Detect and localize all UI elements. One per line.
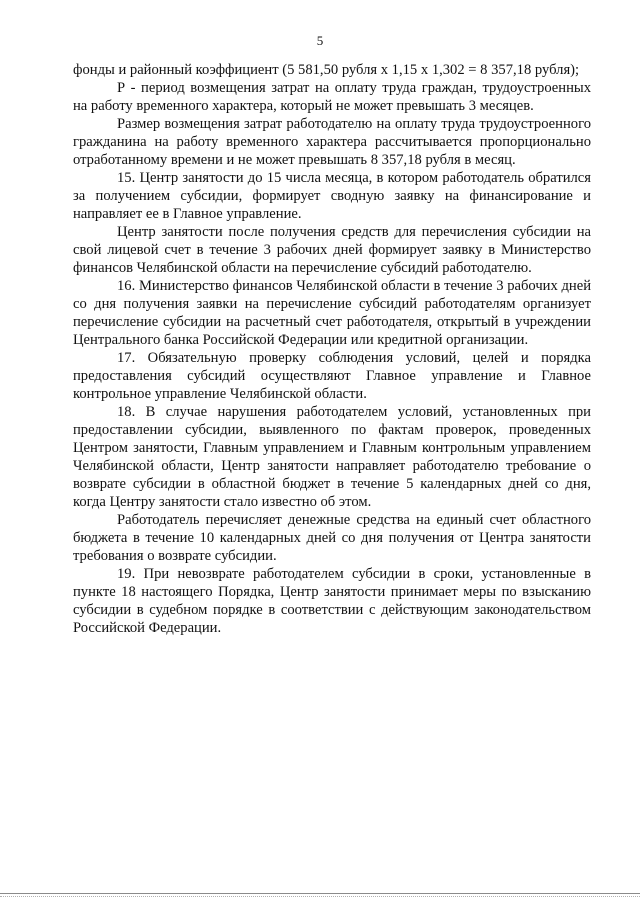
paragraph-employer-refund: Работодатель перечисляет денежные средства на единый счет областного бюджета в течение 10 календарных дней со дня получения от Центра занятости требования о возврате субсидии. bbox=[73, 512, 591, 564]
paragraph-employment-center-request: Центр занятости после получения средств для перечисления субсидии на свой лицевой счет в течение 3 рабочих дней формирует заявку в Министерство финансов Челябинской области на перечисление субсидий работодателю. bbox=[73, 224, 591, 276]
paragraph-continuation: фонды и районный коэффициент (5 581,50 рубля х 1,15 х 1,302 = 8 357,18 рубля); bbox=[73, 62, 580, 78]
paragraph-item-18: 18. В случае нарушения работодателем условий, установленных при предоставлении субсидии, выявленного по фактам проверок, проведенных Центром занятости, Главным управлением и Главным контрольным управлением Челябинской области, Центр занятости направляет работодателю требование о возврате субсидии в областной бюджет в течение 5 календарных дней со дня, когда Центру занятости стало известно об этом. bbox=[73, 404, 591, 510]
footer-dotted-line bbox=[0, 896, 640, 898]
paragraph-item-15: 15. Центр занятости до 15 числа месяца, в котором работодатель обратился за получением субсидии, формирует сводную заявку на финансирование и направляет ее в Главное управление. bbox=[73, 170, 591, 222]
footer-divider bbox=[0, 893, 640, 894]
document-body bbox=[73, 61, 591, 637]
paragraph-item-19: 19. При невозврате работодателем субсидии в сроки, установленные в пункте 18 настоящего Порядка, Центр занятости принимает меры по взысканию субсидии в судебном порядке в соответствии с действующим законодательством Российской Федерации. bbox=[73, 566, 591, 636]
paragraph-reimbursement-amount: Размер возмещения затрат работодателю на оплату труда трудоустроенного гражданина на работу временного характера рассчитывается пропорционально отработанному времени и не может превышать 8 357,18 рубля в месяц. bbox=[73, 116, 591, 168]
paragraph-item-16: 16. Министерство финансов Челябинской области в течение 3 рабочих дней со дня получения заявки на перечисление субсидий работодателям организует перечисление субсидии на расчетный счет работодателя, открытый в учреждении Центрального банка Российской Федерации или кредитной организации. bbox=[73, 278, 591, 348]
paragraph-period-definition: Р - период возмещения затрат на оплату труда граждан, трудоустроенных на работу временного характера, который не может превышать 3 месяцев. bbox=[73, 80, 591, 114]
page-number: 5 bbox=[316, 33, 324, 48]
paragraph-item-17: 17. Обязательную проверку соблюдения условий, целей и порядка предоставления субсидий осуществляют Главное управление и Главное контрольное управление Челябинской области. bbox=[73, 350, 591, 402]
